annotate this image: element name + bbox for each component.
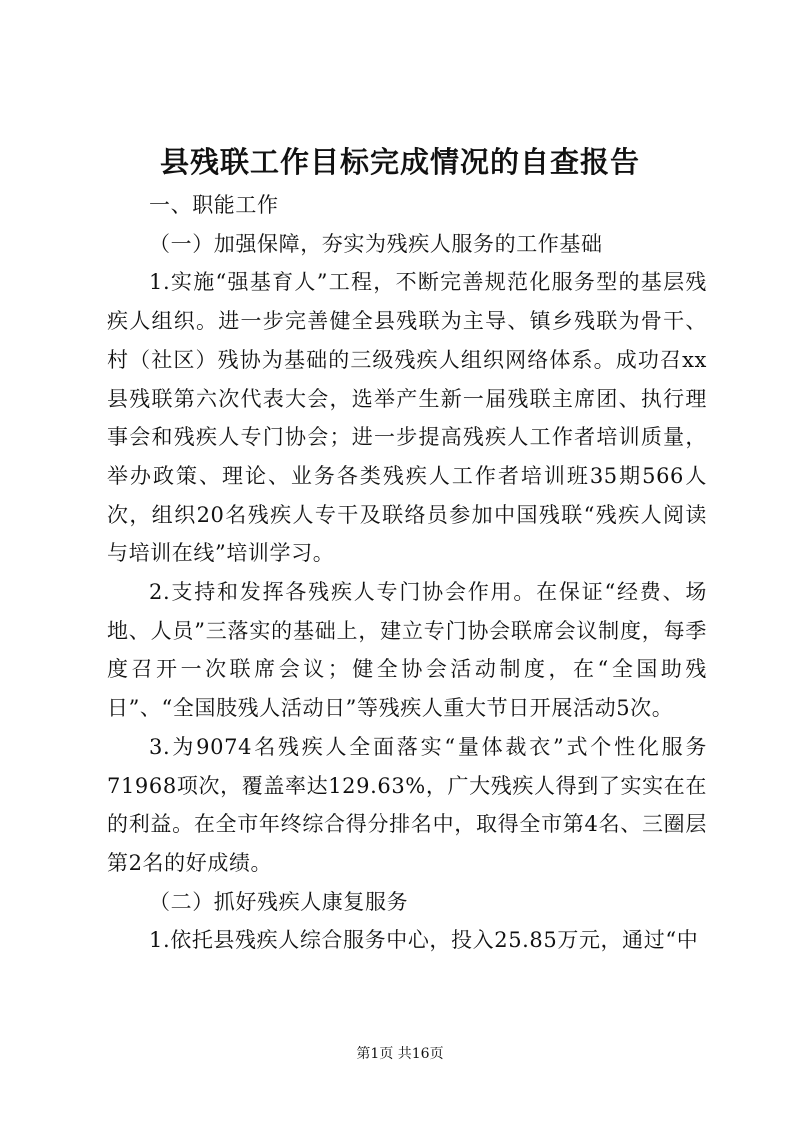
document-body [107, 186, 707, 960]
paragraph: 2.支持和发挥各残疾人专门协会作用。在保证“经费、场地、人员”三落实的基础上，建立专门协会联席会议制度，每季度召开一次联席会议；健全协会活动制度，在“全国助残日”、“全国肢残人活动日”等残疾人重大节日开展活动5次。 [107, 580, 707, 721]
page-footer: 第1页 共16页 [356, 1046, 444, 1062]
subsection-heading: （二）抓好残疾人康复服务 [149, 889, 409, 914]
paragraph: 1.依托县残疾人综合服务中心，投入25.85万元，通过“中 [149, 928, 699, 953]
paragraph: 3.为9074名残疾人全面落实“量体裁衣”式个性化服务71968项次，覆盖率达129.63%，广大残疾人得到了实实在在的利益。在全市年终综合得分排名中，取得全市第4名、三圈层第2名的好成绩。 [107, 734, 707, 875]
subsection-heading: （一）加强保障，夯实为残疾人服务的工作基础 [149, 231, 603, 256]
section-heading: 一、职能工作 [149, 193, 279, 217]
paragraph: 1.实施“强基育人”工程，不断完善规范化服务型的基层残疾人组织。进一步完善健全县残联为主导、镇乡残联为骨干、村（社区）残协为基础的三级残疾人组织网络体系。成功召xx县残联第六次代表大会，选举产生新一届残联主席团、执行理事会和残疾人专门协会；进一步提高残疾人工作者培训质量，举办政策、理论、业务各类残疾人工作者培训班35期566人次，组织20名残疾人专干及联络员参加中国残联“残疾人阅读与培训在线”培训学习。 [107, 270, 707, 566]
document-title: 县残联工作目标完成情况的自查报告 [159, 145, 640, 179]
